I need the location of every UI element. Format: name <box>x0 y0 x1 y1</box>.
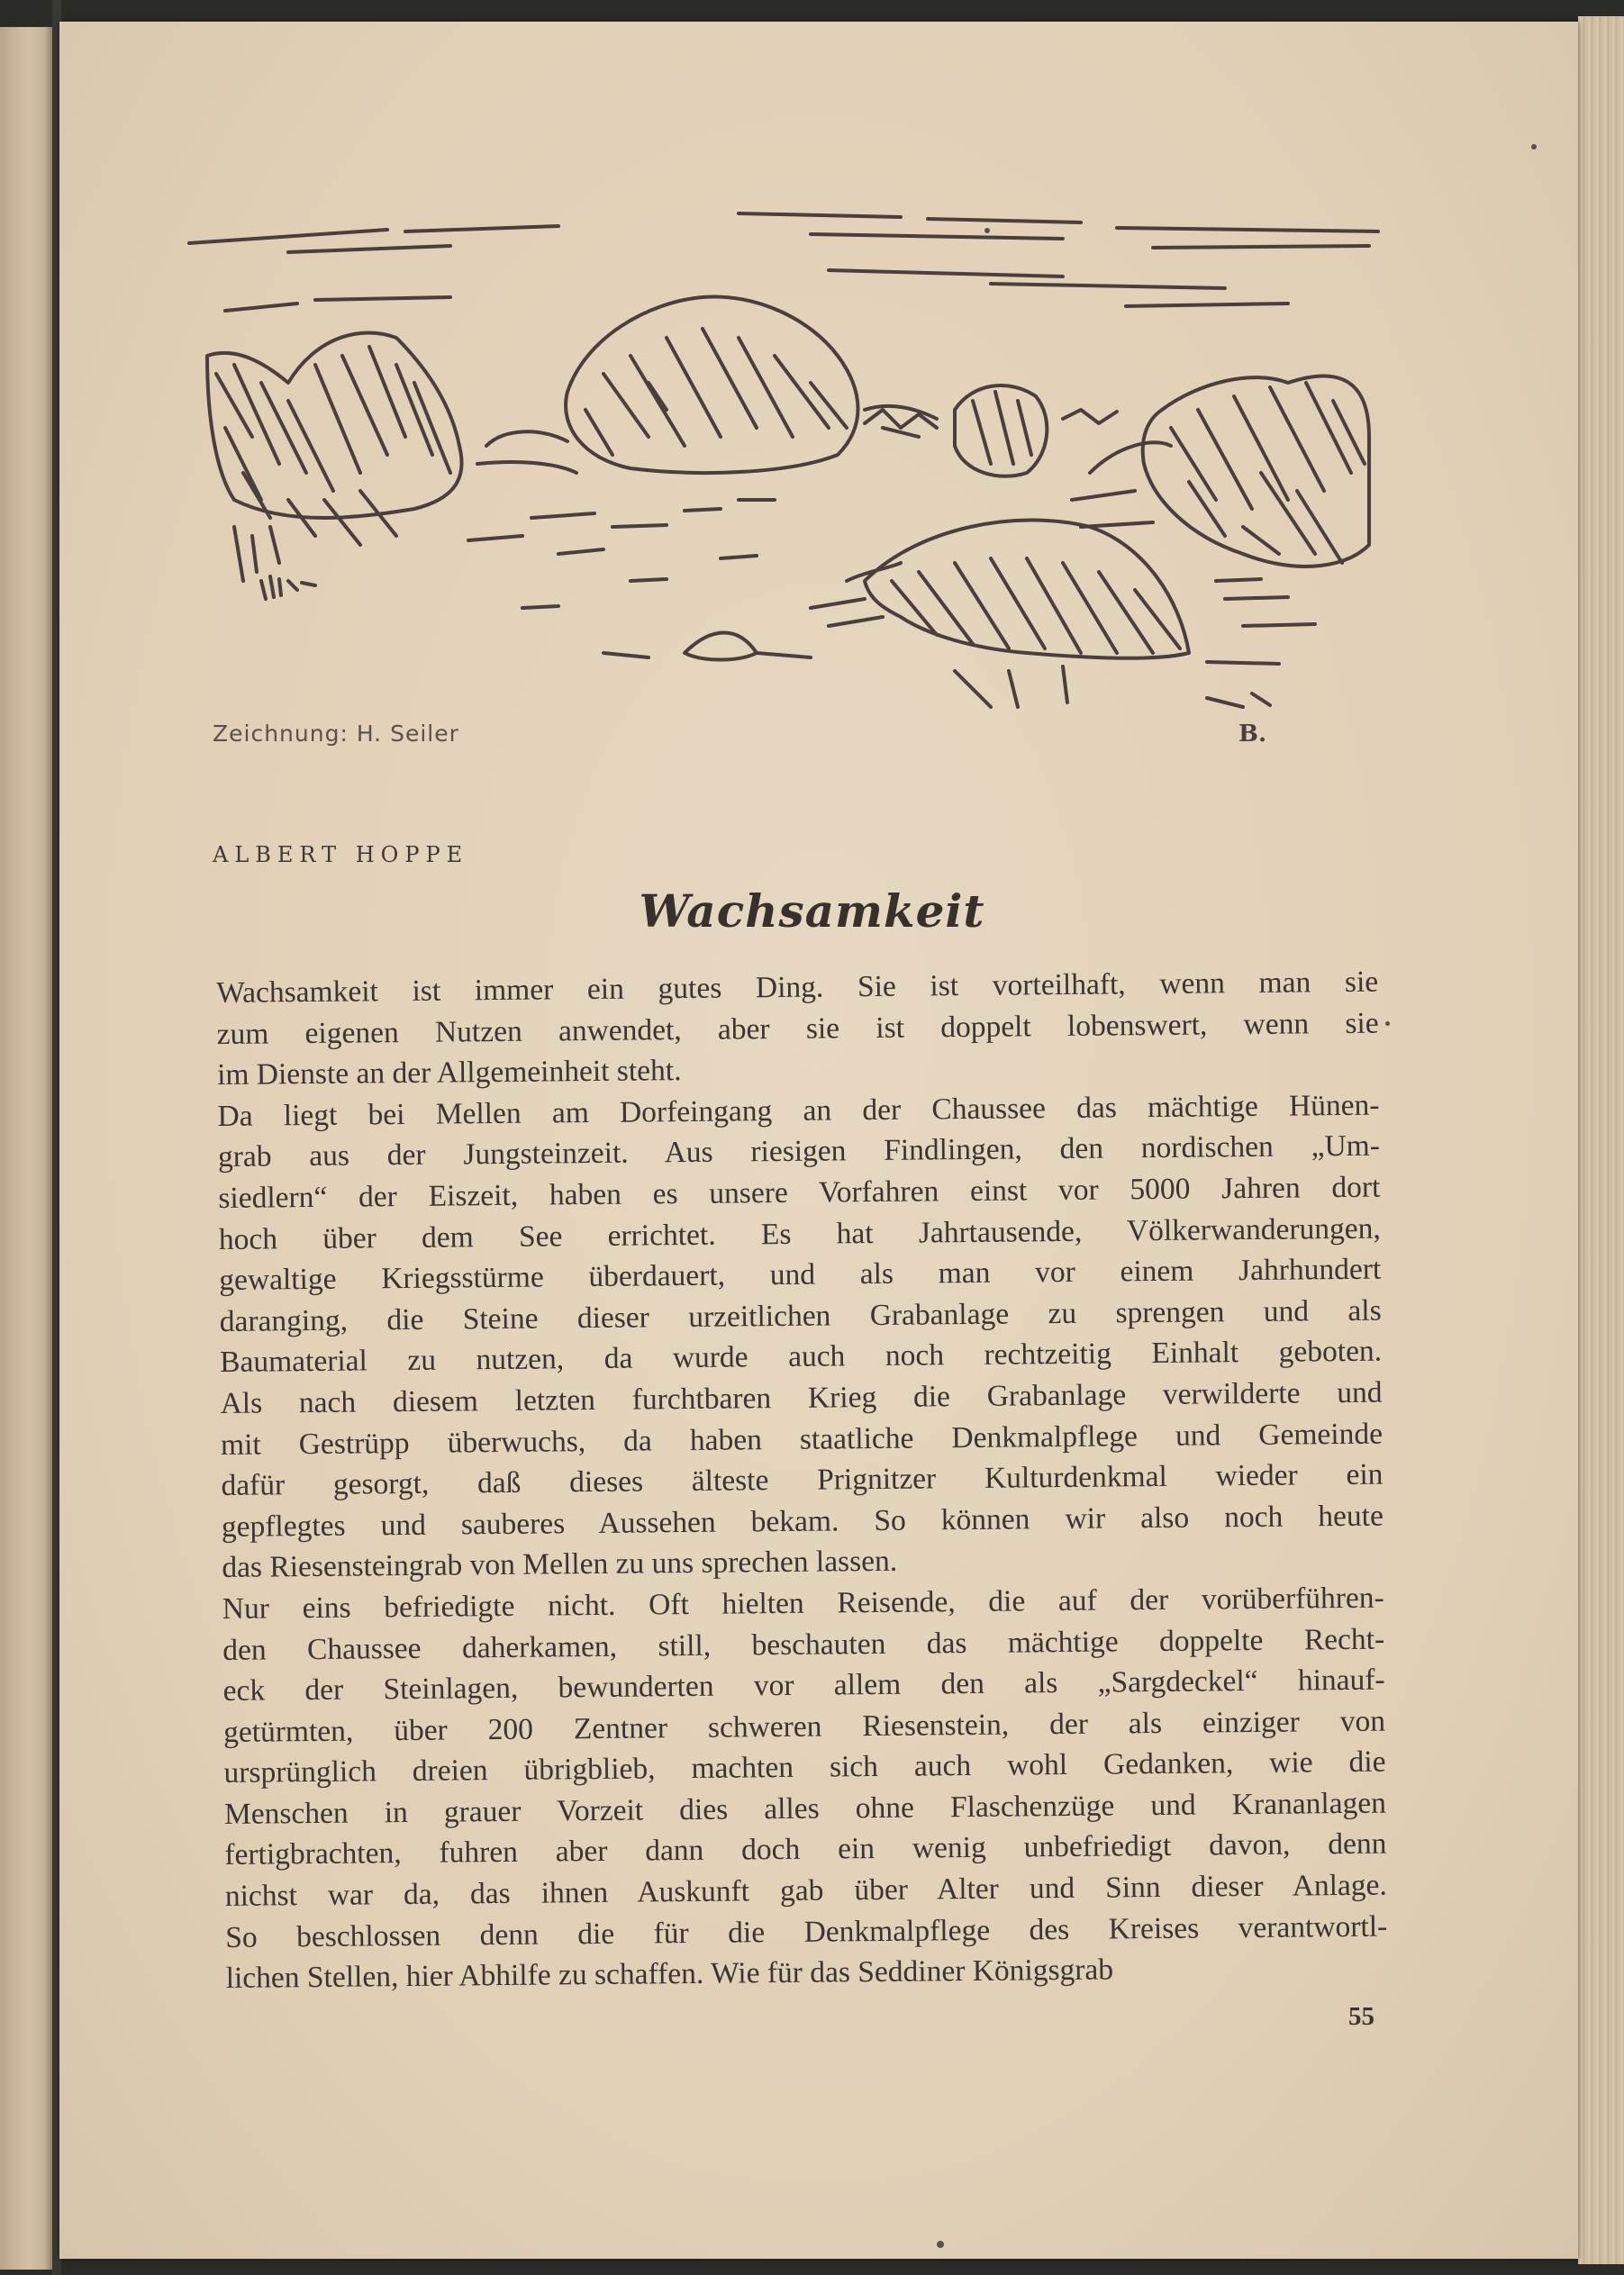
text-line: nichst war da, das ihnen Auskunft gab über Alter und Sinn dieser Anlage. <box>224 1868 1387 1914</box>
page-stack-edges <box>1578 16 1624 2264</box>
text-line: Als nach diesem letzten furchtbaren Krieg die Grabanlage verwilderte und <box>220 1375 1383 1420</box>
text-line: den Chaussee daherkamen, still, beschauten das mächtige doppelte Recht- <box>222 1622 1385 1667</box>
text-line: Wachsamkeit ist immer ein gutes Ding. Sie ist vorteilhaft, wenn man sie <box>216 965 1379 1010</box>
text-line: lichen Stellen, hier Abhilfe zu schaffen. Wie für das Seddiner Königsgrab <box>225 1953 1114 1996</box>
text-line: Da liegt bei Mellen am Dorfeingang an der Chaussee das mächtige Hünen- <box>217 1088 1380 1133</box>
text-line: gewaltige Kriegsstürme überdauert, und als man vor einem Jahrhundert <box>219 1252 1382 1298</box>
article-body <box>216 962 1388 1999</box>
text-line: im Dienste an der Allgemeinheit steht. <box>216 1054 682 1092</box>
illustration-credit: Zeichnung: H. Seiler <box>213 721 459 747</box>
paper-speck <box>984 228 990 233</box>
paper-speck <box>937 2241 944 2248</box>
text-line: fertigbrachten, fuhren aber dann doch ein wenig unbefriedigt davon, denn <box>224 1827 1387 1872</box>
text-line: Baumaterial zu nutzen, da wurde auch noch rechtzeitig Einhalt geboten. <box>219 1334 1383 1380</box>
text-line: Nur eins befriedigte nicht. Oft hielten Reisende, die auf der vorüberführen- <box>222 1581 1384 1626</box>
text-line: zum eigenen Nutzen anwendet, aber sie ist doppelt lobenswert, wenn sie <box>216 1006 1379 1051</box>
text-line: ursprünglich dreien übrigblieb, machten sich auch wohl Gedanken, wie die <box>223 1745 1386 1790</box>
text-line: dafür gesorgt, daß dieses älteste Prignitzer Kulturdenkmal wieder ein <box>221 1457 1384 1503</box>
illustration-signature: B. <box>1238 721 1267 748</box>
text-line: Menschen in grauer Vorzeit dies alles ohne Flaschenzüge und Krananlagen <box>223 1786 1387 1831</box>
text-line: getürmten, über 200 Zentner schweren Riesenstein, der als einziger von <box>222 1704 1386 1749</box>
author-name: ALBERT HOPPE <box>213 842 469 867</box>
paper-speck <box>1531 144 1537 150</box>
text-line: daranging, die Steine dieser urzeitlichen Grabanlage zu sprengen und als <box>219 1293 1382 1338</box>
text-line: grab aus der Jungsteinzeit. Aus riesigen Findlingen, den nordischen „Um- <box>217 1128 1381 1174</box>
text-line: mit Gestrüpp überwuchs, da haben staatliche Denkmalpflege und Gemeinde <box>220 1417 1384 1462</box>
article-title: Wachsamkeit <box>639 884 985 938</box>
paper-speck <box>1385 1021 1390 1026</box>
text-line: So beschlossen denn die für die Denkmalpflege des Kreises verantwortl- <box>225 1909 1388 1954</box>
boulder-landscape-illustration <box>180 203 1387 761</box>
text-line: eck der Steinlagen, bewunderten vor allem den als „Sargdeckel“ hinauf- <box>222 1663 1385 1709</box>
previous-page-edge <box>0 27 52 2270</box>
text-line: das Riesensteingrab von Mellen zu uns sprechen lassen. <box>222 1545 898 1585</box>
text-line: gepflegtes und sauberes Aussehen bekam. So können wir also noch heute <box>221 1499 1384 1544</box>
page-number: 55 <box>1348 2002 1375 2031</box>
text-line: siedlern“ der Eiszeit, haben es unsere Vorfahren einst vor 5000 Jahren dort <box>218 1170 1381 1215</box>
text-line: hoch über dem See errichtet. Es hat Jahrtausende, Völkerwanderungen, <box>218 1211 1381 1256</box>
